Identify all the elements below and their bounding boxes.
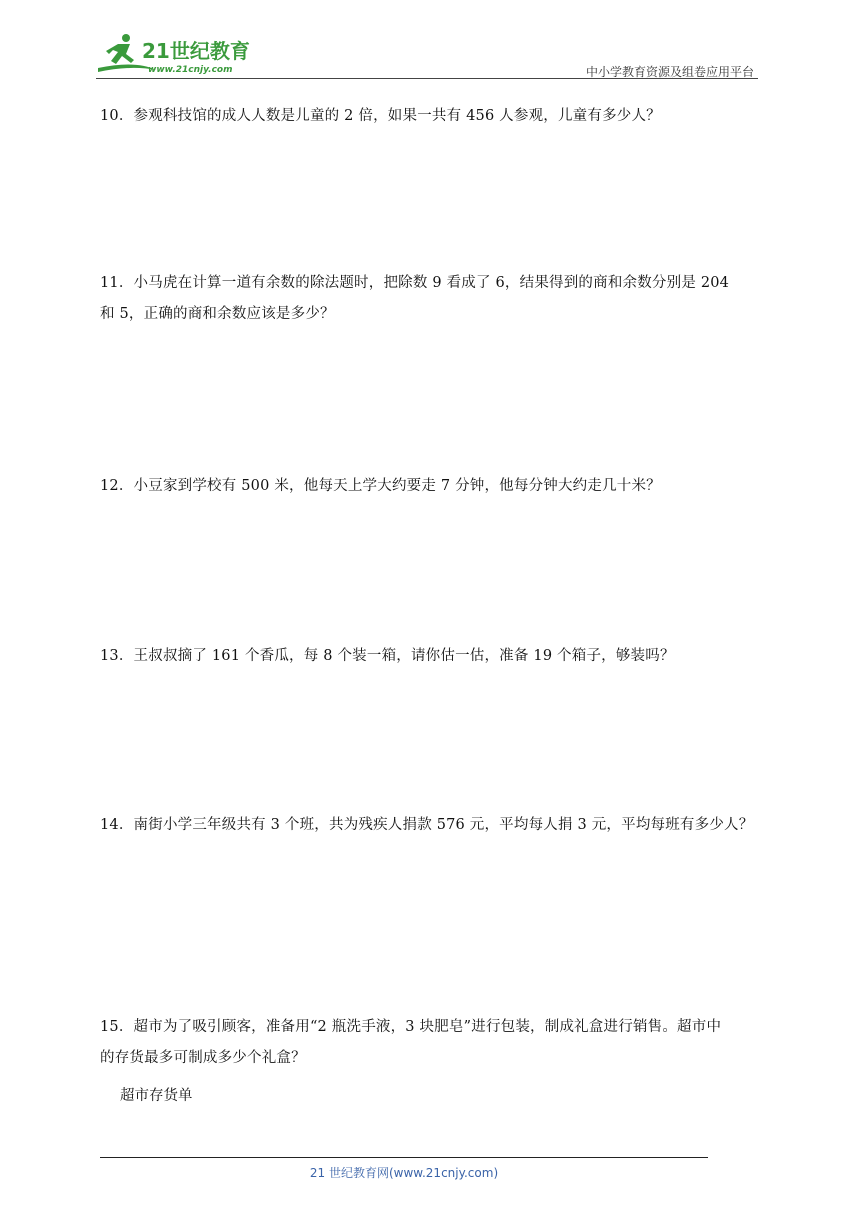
footer-text: 21 世纪教育网(www.21cnjy.com): [309, 1166, 499, 1180]
logo-url: www.21cnjy.com: [148, 65, 233, 75]
logo-text: 21世纪教育: [142, 39, 250, 63]
question-line: 15．超市为了吸引顾客，准备用“2 瓶洗手液，3 块肥皂”进行包装，制成礼盒进行销售。超市中: [100, 1019, 722, 1035]
question-line: 和 5，正确的商和余数应该是多少？: [100, 306, 335, 322]
question-13: [100, 641, 760, 672]
inventory-title: 超市存货单: [120, 1088, 193, 1104]
page-header: [96, 24, 758, 80]
question-line: 11．小马虎在计算一道有余数的除法题时，把除数 9 看成了 6，结果得到的商和余数分别是 204: [100, 275, 730, 291]
question-10: [100, 101, 760, 132]
question-line: 14．南街小学三年级共有 3 个班，共为残疾人捐款 576 元，平均每人捐 3 元，平均每班有多少人？: [100, 817, 754, 833]
question-14: [100, 810, 760, 841]
question-line: 10．参观科技馆的成人人数是儿童的 2 倍，如果一共有 456 人参观，儿童有多少人？: [100, 108, 661, 124]
header-tagline: 中小学教育资源及组卷应用平台: [585, 65, 754, 79]
question-15: [100, 1012, 760, 1074]
question-line: 13．王叔叔摘了 161 个香瓜，每 8 个装一箱，请你估一估，准备 19 个箱子，够装吗？: [100, 648, 675, 664]
footer-divider: [100, 1157, 708, 1158]
question-line: 12．小豆家到学校有 500 米，他每天上学大约要走 7 分钟，他每分钟大约走几十米？: [100, 478, 661, 494]
question-line: 的存货最多可制成多少个礼盒？: [100, 1050, 306, 1066]
question-12: [100, 471, 760, 502]
header-divider: [96, 78, 758, 79]
question-11: [100, 268, 760, 330]
site-logo: [96, 32, 266, 76]
